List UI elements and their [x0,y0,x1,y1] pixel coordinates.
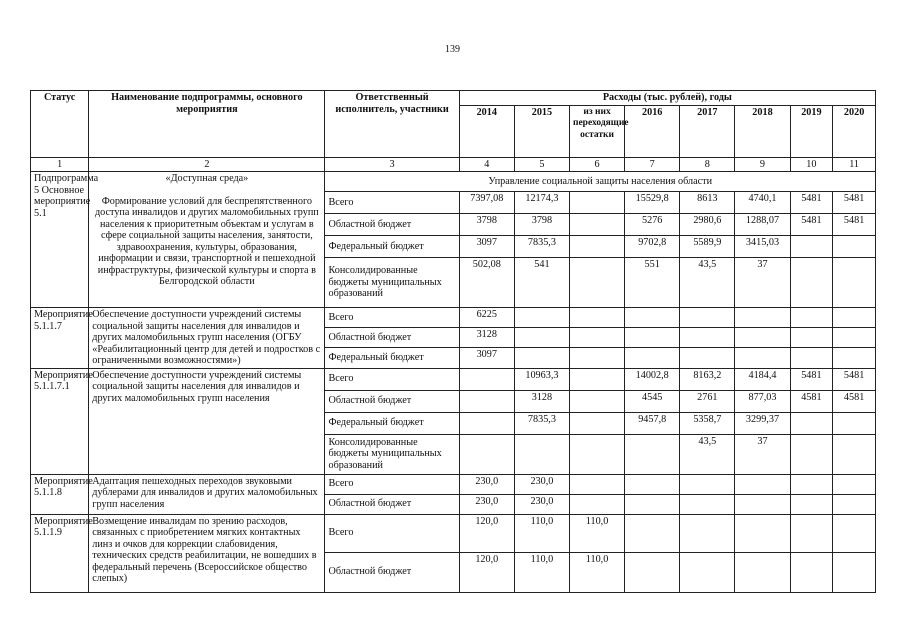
budget-value [833,236,876,258]
budget-value [569,368,624,390]
column-number: 1 [31,157,89,172]
budget-value: 230,0 [514,494,569,514]
header-year: 2015 [514,105,569,157]
budget-value: 5481 [790,192,833,214]
budget-source-label: Областной бюджет [325,214,459,236]
budget-value [514,328,569,348]
budget-value: 3798 [514,214,569,236]
budget-value: 14002,8 [625,368,680,390]
budget-value: 4740,1 [735,192,790,214]
budget-value [833,514,876,552]
budget-value [680,494,735,514]
budget-value [790,434,833,474]
budget-value [833,308,876,328]
budget-value [625,514,680,552]
budget-value: 230,0 [459,474,514,494]
budget-value: 8613 [680,192,735,214]
budget-value: 43,5 [680,434,735,474]
budget-value: 110,0 [514,514,569,552]
page-number: 139 [445,44,460,55]
budget-value: 5276 [625,214,680,236]
row-description: Обеспечение доступности учреждений системы социальной защиты населения для инвалидов и других маломобильных групп населения (ОГБУ «Реабилитационный центр для детей и подростков с ограниченными возможностями») [89,308,325,369]
budget-value [833,434,876,474]
budget-value [680,348,735,368]
budget-value: 5481 [790,214,833,236]
budget-value [680,552,735,592]
budget-value: 5481 [833,368,876,390]
budget-value [790,494,833,514]
budget-value [735,348,790,368]
budget-value: 10963,3 [514,368,569,390]
column-numbers-row [31,157,876,172]
row-description: Адаптация пешеходных переходов звуковыми дублерами для инвалидов и других маломобильных групп населения [89,474,325,514]
budget-value [790,474,833,494]
header-responsible: Ответственный исполнитель, участники [325,91,459,158]
budget-value [514,348,569,368]
header-year: 2019 [790,105,833,157]
budget-value: 2761 [680,390,735,412]
department-name: Управление социальной защиты населения области [325,172,876,192]
header-status: Статус [31,91,89,158]
budget-source-label: Консолидированные бюджеты муниципальных образований [325,434,459,474]
budget-source-label: Федеральный бюджет [325,236,459,258]
budget-value: 4581 [833,390,876,412]
budget-value [735,328,790,348]
budget-source-label: Федеральный бюджет [325,348,459,368]
row-status: Мероприятие 5.1.1.9 [31,514,89,592]
budget-value: 8163,2 [680,368,735,390]
budget-value: 9457,8 [625,412,680,434]
budget-value [790,348,833,368]
header-year: из них переходящие остатки [569,105,624,157]
column-number: 10 [790,157,833,172]
budget-value [625,434,680,474]
budget-value [459,368,514,390]
budget-value [833,552,876,592]
budget-value [569,328,624,348]
budget-value: 230,0 [514,474,569,494]
program-title: «Доступная среда» [165,173,249,184]
budget-value [735,494,790,514]
budget-value: 3415,03 [735,236,790,258]
column-number: 4 [459,157,514,172]
column-number: 3 [325,157,459,172]
column-number: 5 [514,157,569,172]
budget-value: 7835,3 [514,412,569,434]
budget-value [459,390,514,412]
budget-value [569,308,624,328]
budget-value [833,494,876,514]
budget-value: 110,0 [514,552,569,592]
header-year: 2020 [833,105,876,157]
budget-value: 37 [735,434,790,474]
budget-value [569,192,624,214]
budget-value [569,258,624,308]
budget-value: 4184,4 [735,368,790,390]
budget-value: 230,0 [459,494,514,514]
budget-source-label: Областной бюджет [325,390,459,412]
budget-source-label: Областной бюджет [325,552,459,592]
budget-value [790,514,833,552]
header-year: 2014 [459,105,514,157]
budget-value: 7835,3 [514,236,569,258]
budget-value [625,328,680,348]
budget-value: 120,0 [459,552,514,592]
budget-value [625,494,680,514]
budget-value [680,308,735,328]
header-expenses: Расходы (тыс. рублей), годы [459,91,875,106]
budget-value: 110,0 [569,552,624,592]
budget-value: 3798 [459,214,514,236]
budget-value: 15529,8 [625,192,680,214]
row-status: Мероприятие 5.1.1.7.1 [31,368,89,474]
budget-value [569,390,624,412]
budget-source-label: Областной бюджет [325,494,459,514]
budget-value: 5589,9 [680,236,735,258]
header-name: Наименование подпрограммы, основного мероприятия [89,91,325,158]
budget-value: 9702,8 [625,236,680,258]
column-number: 9 [735,157,790,172]
budget-value [459,412,514,434]
budget-value: 120,0 [459,514,514,552]
budget-value: 877,03 [735,390,790,412]
budget-value [735,514,790,552]
budget-value [833,348,876,368]
budget-value [514,308,569,328]
budget-value: 12174,3 [514,192,569,214]
budget-value: 3299,37 [735,412,790,434]
budget-value [569,494,624,514]
budget-value [833,412,876,434]
budget-value [833,258,876,308]
budget-source-label: Всего [325,308,459,328]
budget-value [625,308,680,328]
budget-value [625,348,680,368]
budget-value [459,434,514,474]
budget-value [569,474,624,494]
budget-value: 6225 [459,308,514,328]
program-description: Формирование условий для беспрепятственного доступа инвалидов и других маломобильных групп населения к приоритетным объектам и услугам в сфере социальной защиты населения, занятости, здравоохранения, культуры, образования, информации и связи, транспортной и пешеходной инфраструктуры, физической культуры и спорта в Белгородской области [94,195,319,287]
budget-value [569,412,624,434]
budget-source-label: Всего [325,474,459,494]
budget-value [833,328,876,348]
column-number: 8 [680,157,735,172]
budget-value [680,474,735,494]
row-description: Обеспечение доступности учреждений системы социальной защиты населения для инвалидов и других маломобильных групп населения [89,368,325,474]
budget-value: 7397,08 [459,192,514,214]
budget-value: 3097 [459,236,514,258]
budget-value: 110,0 [569,514,624,552]
row-description: Возмещение инвалидам по зрению расходов, связанных с приобретением мягких контактных линз и очков для коррекции слабовидения, технических средств реабилитации, не вошедших в федеральный перечень (Всероссийское общество слепых) [89,514,325,592]
budget-value [735,552,790,592]
column-number: 11 [833,157,876,172]
budget-value: 5481 [833,192,876,214]
header-year: 2016 [625,105,680,157]
budget-value [790,412,833,434]
header-year: 2018 [735,105,790,157]
budget-table [30,90,876,593]
budget-value [569,214,624,236]
budget-value: 3097 [459,348,514,368]
budget-source-label: Всего [325,368,459,390]
budget-value [569,434,624,474]
budget-value [790,552,833,592]
budget-value: 37 [735,258,790,308]
row-status: Подпрограмма 5 Основное мероприятие 5.1 [31,172,89,308]
budget-value: 551 [625,258,680,308]
row-description [89,172,325,308]
budget-value: 43,5 [680,258,735,308]
column-number: 7 [625,157,680,172]
header-year: 2017 [680,105,735,157]
budget-value [514,434,569,474]
budget-value [569,348,624,368]
budget-value [735,308,790,328]
column-number: 6 [569,157,624,172]
budget-value: 541 [514,258,569,308]
row-status: Мероприятие 5.1.1.7 [31,308,89,369]
budget-source-label: Всего [325,192,459,214]
budget-value [625,474,680,494]
budget-value: 4581 [790,390,833,412]
budget-source-label: Областной бюджет [325,328,459,348]
budget-value [680,328,735,348]
budget-value: 5358,7 [680,412,735,434]
budget-source-label: Консолидированные бюджеты муниципальных образований [325,258,459,308]
budget-value [790,258,833,308]
column-number: 2 [89,157,325,172]
budget-value [833,474,876,494]
budget-value: 1288,07 [735,214,790,236]
budget-value: 502,08 [459,258,514,308]
budget-value: 3128 [514,390,569,412]
budget-source-label: Федеральный бюджет [325,412,459,434]
budget-source-label: Всего [325,514,459,552]
budget-value [790,236,833,258]
budget-value [790,308,833,328]
budget-value: 3128 [459,328,514,348]
budget-value: 2980,6 [680,214,735,236]
budget-value: 5481 [790,368,833,390]
budget-value [735,474,790,494]
budget-value [790,328,833,348]
budget-value: 4545 [625,390,680,412]
budget-value [680,514,735,552]
budget-value: 5481 [833,214,876,236]
budget-value [625,552,680,592]
budget-value [569,236,624,258]
row-status: Мероприятие 5.1.1.8 [31,474,89,514]
